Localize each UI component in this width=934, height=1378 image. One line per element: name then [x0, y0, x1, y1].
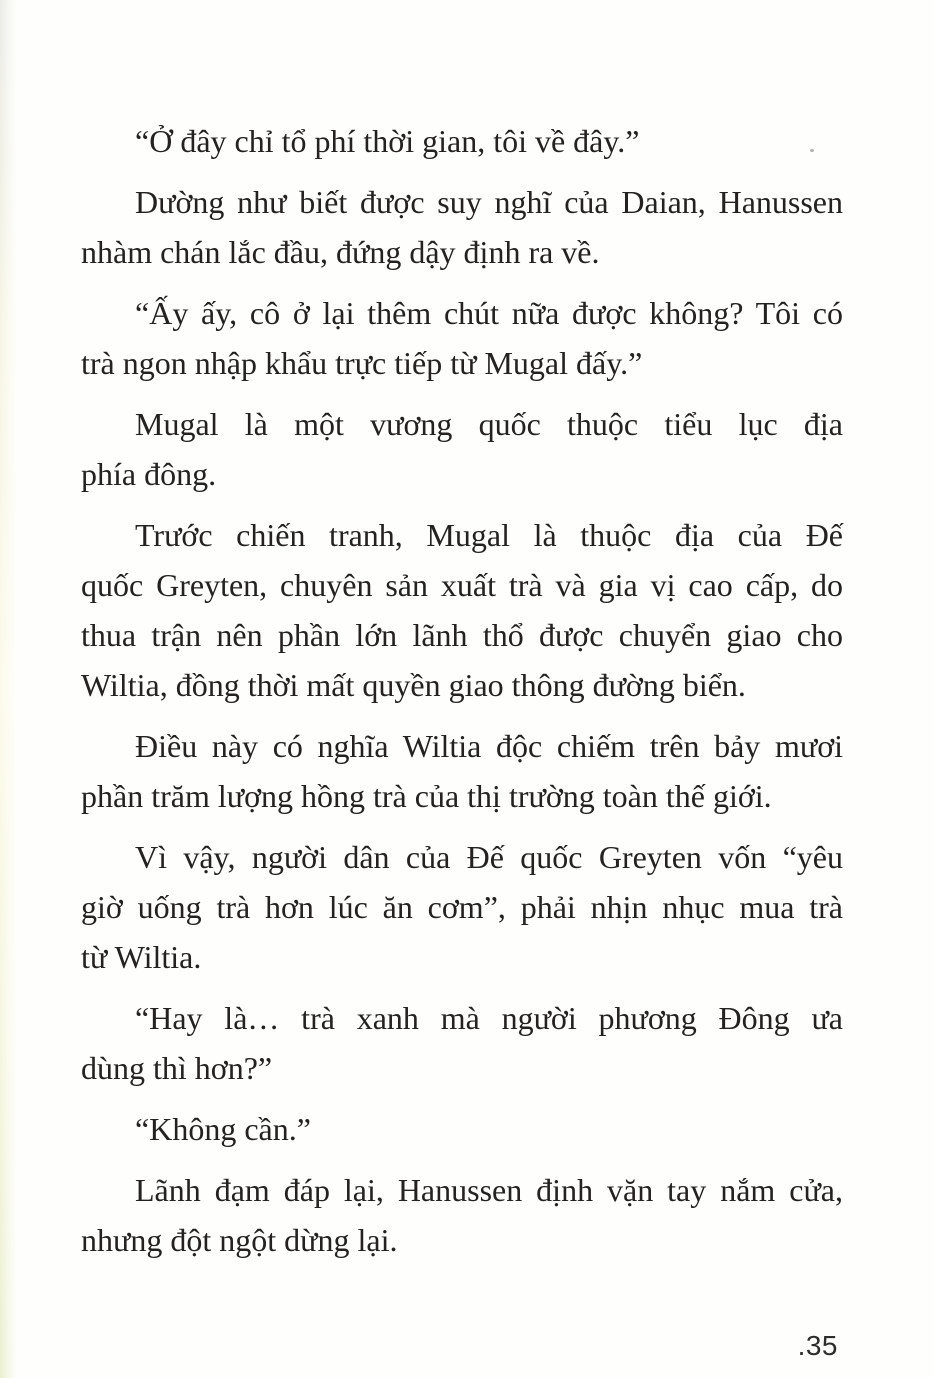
paragraph: [81, 399, 843, 499]
page-number: .35: [797, 1330, 838, 1361]
text-line: nhàm chán lắc đầu, đứng dậy định ra về.: [81, 234, 600, 270]
text-line: từ Wiltia.: [81, 939, 202, 975]
paragraph: [81, 1165, 843, 1265]
page-text: [81, 116, 843, 1276]
paragraph: [81, 510, 843, 710]
paragraph: [81, 832, 843, 982]
text-line: “Hay là… trà xanh mà người phương Đông ưa: [135, 1000, 843, 1036]
text-line: “Ở đây chỉ tổ phí thời gian, tôi về đây.”: [135, 123, 640, 159]
text-line: Trước chiến tranh, Mugal là thuộc địa của Đế: [135, 517, 843, 553]
paragraph: [81, 1104, 843, 1154]
text-line: Mugal là một vương quốc thuộc tiểu lục địa: [135, 406, 843, 442]
paragraph: [81, 288, 843, 388]
scan-edge-fade: [0, 0, 18, 1378]
text-line: Wiltia, đồng thời mất quyền giao thông đường biển.: [81, 667, 746, 703]
text-line: quốc Greyten, chuyên sản xuất trà và gia vị cao cấp, do: [81, 567, 843, 603]
text-line: dùng thì hơn?”: [81, 1050, 273, 1086]
text-line: “Ấy ấy, cô ở lại thêm chút nữa được không? Tôi có: [135, 295, 843, 331]
paragraph: [81, 721, 843, 821]
text-line: thua trận nên phần lớn lãnh thổ được chuyển giao cho: [81, 617, 843, 653]
paragraph: [81, 993, 843, 1093]
text-line: giờ uống trà hơn lúc ăn cơm”, phải nhịn nhục mua trà: [81, 889, 843, 925]
text-line: trà ngon nhập khẩu trực tiếp từ Mugal đấy.”: [81, 345, 643, 381]
text-line: Điều này có nghĩa Wiltia độc chiếm trên bảy mươi: [135, 728, 843, 764]
text-line: Lãnh đạm đáp lại, Hanussen định vặn tay nắm cửa,: [135, 1172, 843, 1208]
paragraph: [81, 116, 843, 166]
paragraph: [81, 177, 843, 277]
text-line: phần trăm lượng hồng trà của thị trường toàn thế giới.: [81, 778, 772, 814]
text-line: nhưng đột ngột dừng lại.: [81, 1222, 398, 1258]
text-line: phía đông.: [81, 456, 217, 492]
text-line: Vì vậy, người dân của Đế quốc Greyten vốn “yêu: [135, 839, 843, 875]
text-line: “Không cần.”: [135, 1111, 311, 1147]
text-line: Dường như biết được suy nghĩ của Daian, Hanussen: [135, 184, 843, 220]
